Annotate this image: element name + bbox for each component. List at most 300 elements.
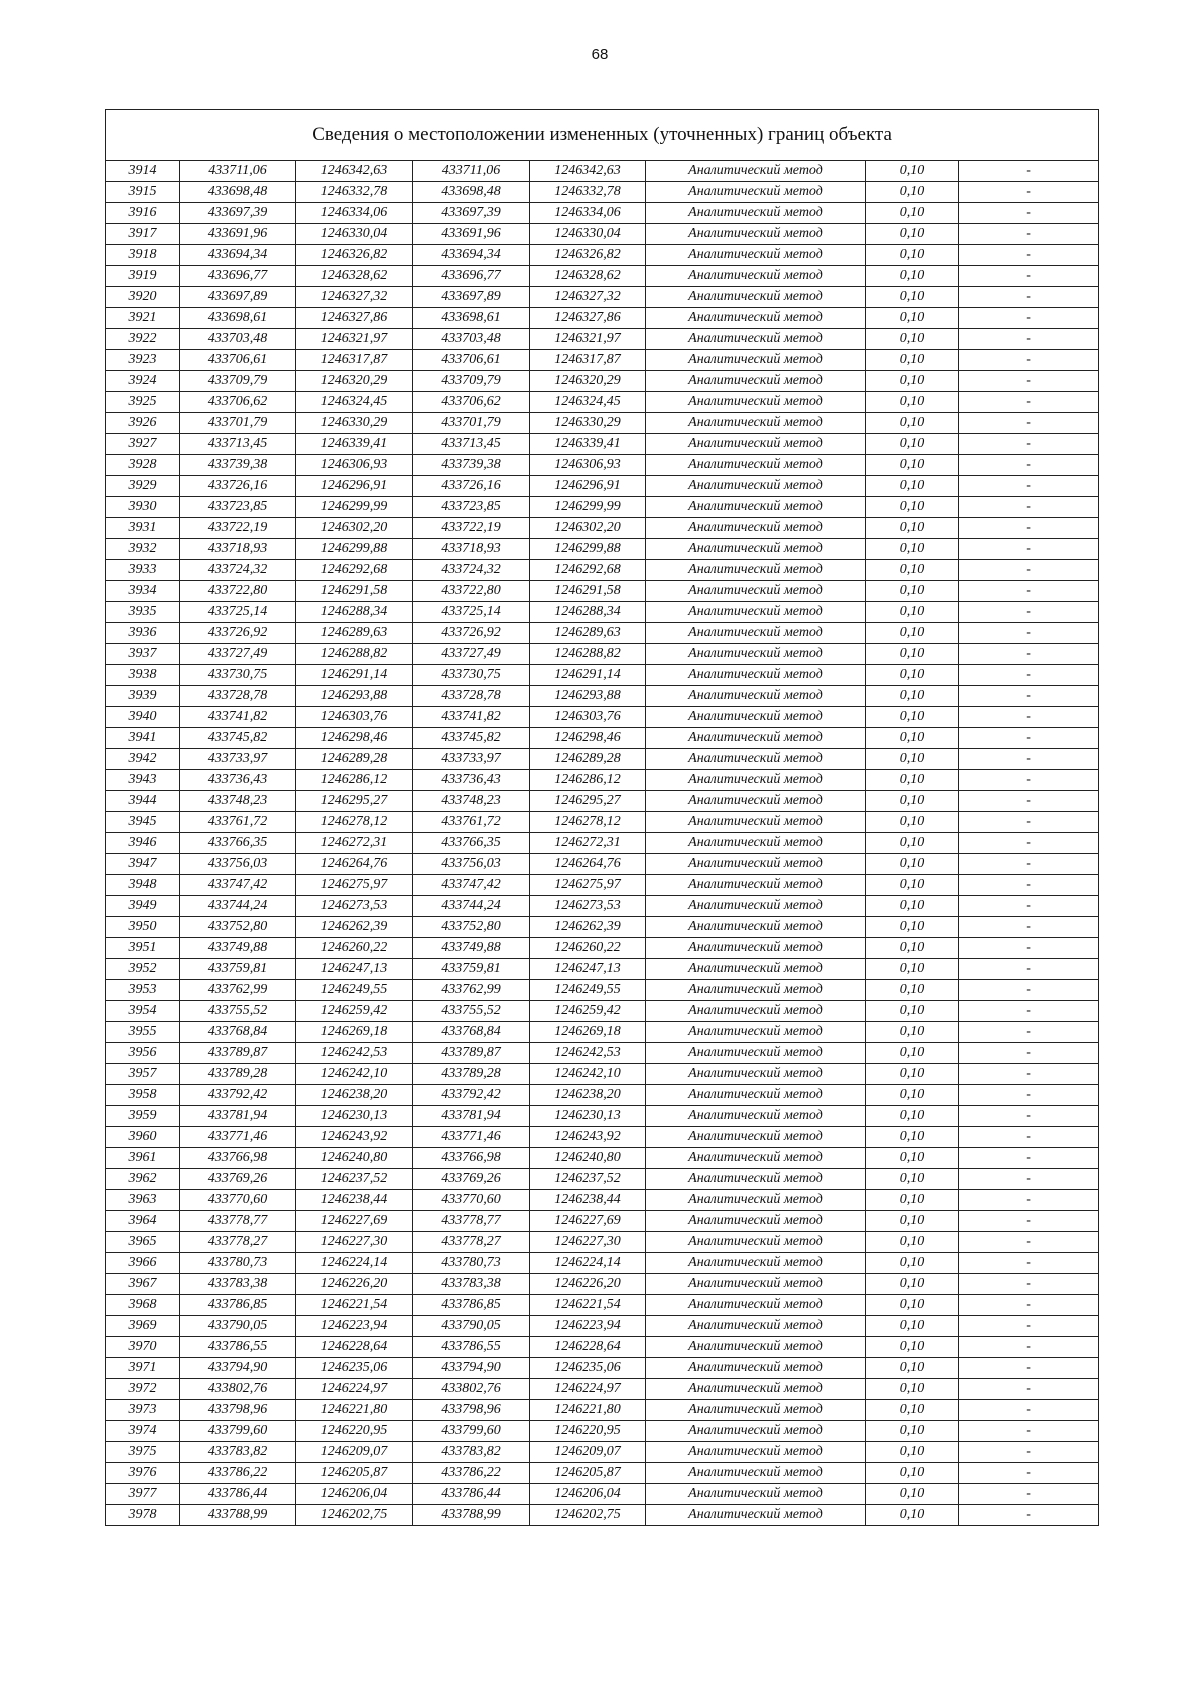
- cell-description: -: [959, 1484, 1099, 1505]
- cell-y-old: 1246342,63: [296, 161, 413, 182]
- cell-point-number: 3961: [106, 1148, 180, 1169]
- table-row: [106, 728, 1099, 749]
- cell-accuracy: 0,10: [866, 1274, 959, 1295]
- cell-y-new: 1246324,45: [530, 392, 646, 413]
- cell-x-old: 433768,84: [180, 1022, 296, 1043]
- cell-method: Аналитический метод: [646, 1442, 866, 1463]
- cell-x-old: 433713,45: [180, 434, 296, 455]
- cell-y-new: 1246291,14: [530, 665, 646, 686]
- cell-x-new: 433706,61: [413, 350, 530, 371]
- cell-x-new: 433739,38: [413, 455, 530, 476]
- cell-accuracy: 0,10: [866, 917, 959, 938]
- cell-description: -: [959, 1379, 1099, 1400]
- cell-y-new: 1246202,75: [530, 1505, 646, 1526]
- cell-point-number: 3933: [106, 560, 180, 581]
- cell-y-old: 1246332,78: [296, 182, 413, 203]
- cell-point-number: 3969: [106, 1316, 180, 1337]
- cell-description: -: [959, 1190, 1099, 1211]
- table-row: [106, 1505, 1099, 1526]
- cell-y-new: 1246205,87: [530, 1463, 646, 1484]
- cell-x-old: 433736,43: [180, 770, 296, 791]
- cell-description: -: [959, 1253, 1099, 1274]
- cell-method: Аналитический метод: [646, 1379, 866, 1400]
- cell-y-old: 1246339,41: [296, 434, 413, 455]
- cell-y-old: 1246327,86: [296, 308, 413, 329]
- cell-y-new: 1246321,97: [530, 329, 646, 350]
- cell-description: -: [959, 1022, 1099, 1043]
- cell-accuracy: 0,10: [866, 686, 959, 707]
- cell-point-number: 3976: [106, 1463, 180, 1484]
- cell-y-old: 1246324,45: [296, 392, 413, 413]
- cell-point-number: 3973: [106, 1400, 180, 1421]
- cell-description: -: [959, 203, 1099, 224]
- cell-method: Аналитический метод: [646, 1463, 866, 1484]
- cell-x-new: 433783,38: [413, 1274, 530, 1295]
- cell-y-old: 1246238,44: [296, 1190, 413, 1211]
- cell-description: -: [959, 665, 1099, 686]
- cell-x-old: 433739,38: [180, 455, 296, 476]
- cell-accuracy: 0,10: [866, 707, 959, 728]
- cell-method: Аналитический метод: [646, 665, 866, 686]
- cell-description: -: [959, 476, 1099, 497]
- cell-point-number: 3936: [106, 623, 180, 644]
- cell-method: Аналитический метод: [646, 1190, 866, 1211]
- cell-x-new: 433752,80: [413, 917, 530, 938]
- cell-description: -: [959, 392, 1099, 413]
- cell-x-new: 433790,05: [413, 1316, 530, 1337]
- cell-point-number: 3919: [106, 266, 180, 287]
- cell-description: -: [959, 539, 1099, 560]
- cell-y-old: 1246224,14: [296, 1253, 413, 1274]
- cell-y-old: 1246228,64: [296, 1337, 413, 1358]
- cell-x-old: 433709,79: [180, 371, 296, 392]
- cell-accuracy: 0,10: [866, 896, 959, 917]
- cell-y-new: 1246320,29: [530, 371, 646, 392]
- cell-y-new: 1246249,55: [530, 980, 646, 1001]
- cell-y-old: 1246226,20: [296, 1274, 413, 1295]
- cell-x-old: 433790,05: [180, 1316, 296, 1337]
- cell-point-number: 3943: [106, 770, 180, 791]
- cell-method: Аналитический метод: [646, 1358, 866, 1379]
- cell-accuracy: 0,10: [866, 1043, 959, 1064]
- cell-accuracy: 0,10: [866, 770, 959, 791]
- cell-point-number: 3948: [106, 875, 180, 896]
- cell-accuracy: 0,10: [866, 791, 959, 812]
- cell-accuracy: 0,10: [866, 1211, 959, 1232]
- cell-point-number: 3923: [106, 350, 180, 371]
- cell-x-new: 433756,03: [413, 854, 530, 875]
- cell-description: -: [959, 959, 1099, 980]
- cell-y-old: 1246202,75: [296, 1505, 413, 1526]
- table-row: [106, 896, 1099, 917]
- table-row: [106, 980, 1099, 1001]
- cell-method: Аналитический метод: [646, 371, 866, 392]
- cell-y-new: 1246269,18: [530, 1022, 646, 1043]
- cell-y-new: 1246330,04: [530, 224, 646, 245]
- cell-accuracy: 0,10: [866, 182, 959, 203]
- cell-x-old: 433756,03: [180, 854, 296, 875]
- cell-y-new: 1246262,39: [530, 917, 646, 938]
- cell-method: Аналитический метод: [646, 896, 866, 917]
- cell-x-old: 433733,97: [180, 749, 296, 770]
- cell-method: Аналитический метод: [646, 833, 866, 854]
- cell-description: -: [959, 770, 1099, 791]
- cell-point-number: 3922: [106, 329, 180, 350]
- cell-method: Аналитический метод: [646, 749, 866, 770]
- table-row: [106, 959, 1099, 980]
- cell-x-new: 433691,96: [413, 224, 530, 245]
- cell-point-number: 3962: [106, 1169, 180, 1190]
- cell-accuracy: 0,10: [866, 1127, 959, 1148]
- cell-accuracy: 0,10: [866, 1442, 959, 1463]
- cell-x-new: 433755,52: [413, 1001, 530, 1022]
- table-row: [106, 938, 1099, 959]
- cell-x-new: 433786,44: [413, 1484, 530, 1505]
- cell-x-old: 433745,82: [180, 728, 296, 749]
- cell-x-old: 433786,55: [180, 1337, 296, 1358]
- cell-x-old: 433759,81: [180, 959, 296, 980]
- table-row: [106, 1421, 1099, 1442]
- table-row: [106, 1211, 1099, 1232]
- cell-y-old: 1246242,10: [296, 1064, 413, 1085]
- table-row: [106, 917, 1099, 938]
- cell-x-new: 433730,75: [413, 665, 530, 686]
- table-row: [106, 623, 1099, 644]
- cell-method: Аналитический метод: [646, 1274, 866, 1295]
- cell-y-new: 1246242,10: [530, 1064, 646, 1085]
- cell-accuracy: 0,10: [866, 581, 959, 602]
- cell-y-old: 1246227,69: [296, 1211, 413, 1232]
- cell-method: Аналитический метод: [646, 350, 866, 371]
- cell-x-old: 433727,49: [180, 644, 296, 665]
- table-row: [106, 1463, 1099, 1484]
- table-row: [106, 371, 1099, 392]
- table-row: [106, 1022, 1099, 1043]
- cell-description: -: [959, 1463, 1099, 1484]
- cell-accuracy: 0,10: [866, 350, 959, 371]
- cell-y-old: 1246237,52: [296, 1169, 413, 1190]
- cell-description: -: [959, 560, 1099, 581]
- cell-y-new: 1246330,29: [530, 413, 646, 434]
- cell-method: Аналитический метод: [646, 1148, 866, 1169]
- cell-y-new: 1246247,13: [530, 959, 646, 980]
- cell-description: -: [959, 1211, 1099, 1232]
- cell-y-old: 1246272,31: [296, 833, 413, 854]
- cell-y-new: 1246295,27: [530, 791, 646, 812]
- table-row: [106, 833, 1099, 854]
- cell-y-new: 1246238,20: [530, 1085, 646, 1106]
- cell-method: Аналитический метод: [646, 476, 866, 497]
- cell-y-new: 1246275,97: [530, 875, 646, 896]
- cell-x-new: 433781,94: [413, 1106, 530, 1127]
- cell-y-old: 1246273,53: [296, 896, 413, 917]
- cell-method: Аналитический метод: [646, 1421, 866, 1442]
- cell-x-old: 433747,42: [180, 875, 296, 896]
- cell-point-number: 3932: [106, 539, 180, 560]
- cell-accuracy: 0,10: [866, 1232, 959, 1253]
- cell-x-old: 433789,87: [180, 1043, 296, 1064]
- table-row: [106, 707, 1099, 728]
- cell-method: Аналитический метод: [646, 1064, 866, 1085]
- cell-x-old: 433781,94: [180, 1106, 296, 1127]
- cell-y-new: 1246235,06: [530, 1358, 646, 1379]
- cell-description: -: [959, 287, 1099, 308]
- cell-description: -: [959, 623, 1099, 644]
- cell-x-new: 433726,16: [413, 476, 530, 497]
- cell-y-old: 1246262,39: [296, 917, 413, 938]
- cell-description: -: [959, 1043, 1099, 1064]
- cell-y-new: 1246273,53: [530, 896, 646, 917]
- cell-description: -: [959, 308, 1099, 329]
- table-row: [106, 791, 1099, 812]
- cell-y-new: 1246221,80: [530, 1400, 646, 1421]
- cell-x-new: 433722,19: [413, 518, 530, 539]
- table-row: [106, 560, 1099, 581]
- cell-point-number: 3965: [106, 1232, 180, 1253]
- cell-y-new: 1246289,28: [530, 749, 646, 770]
- cell-x-old: 433786,44: [180, 1484, 296, 1505]
- cell-description: -: [959, 875, 1099, 896]
- cell-x-old: 433697,89: [180, 287, 296, 308]
- cell-x-new: 433724,32: [413, 560, 530, 581]
- cell-x-new: 433744,24: [413, 896, 530, 917]
- cell-description: -: [959, 1232, 1099, 1253]
- cell-y-new: 1246292,68: [530, 560, 646, 581]
- cell-point-number: 3924: [106, 371, 180, 392]
- cell-x-new: 433698,61: [413, 308, 530, 329]
- cell-point-number: 3946: [106, 833, 180, 854]
- cell-x-new: 433709,79: [413, 371, 530, 392]
- table-row: [106, 1043, 1099, 1064]
- cell-y-new: 1246303,76: [530, 707, 646, 728]
- cell-point-number: 3974: [106, 1421, 180, 1442]
- cell-x-old: 433780,73: [180, 1253, 296, 1274]
- cell-y-old: 1246296,91: [296, 476, 413, 497]
- cell-y-old: 1246289,63: [296, 623, 413, 644]
- cell-accuracy: 0,10: [866, 287, 959, 308]
- cell-y-old: 1246264,76: [296, 854, 413, 875]
- cell-x-new: 433788,99: [413, 1505, 530, 1526]
- table-row: [106, 581, 1099, 602]
- cell-x-new: 433727,49: [413, 644, 530, 665]
- cell-description: -: [959, 791, 1099, 812]
- cell-point-number: 3917: [106, 224, 180, 245]
- cell-accuracy: 0,10: [866, 833, 959, 854]
- table-row: [106, 1253, 1099, 1274]
- cell-method: Аналитический метод: [646, 203, 866, 224]
- cell-accuracy: 0,10: [866, 644, 959, 665]
- cell-x-old: 433770,60: [180, 1190, 296, 1211]
- cell-point-number: 3972: [106, 1379, 180, 1400]
- cell-point-number: 3925: [106, 392, 180, 413]
- cell-point-number: 3960: [106, 1127, 180, 1148]
- cell-y-new: 1246299,99: [530, 497, 646, 518]
- cell-method: Аналитический метод: [646, 623, 866, 644]
- cell-accuracy: 0,10: [866, 1484, 959, 1505]
- table-row: [106, 665, 1099, 686]
- table-row: [106, 1484, 1099, 1505]
- cell-x-new: 433786,85: [413, 1295, 530, 1316]
- cell-description: -: [959, 455, 1099, 476]
- table-row: [106, 182, 1099, 203]
- cell-method: Аналитический метод: [646, 1232, 866, 1253]
- table-row: [106, 1358, 1099, 1379]
- cell-accuracy: 0,10: [866, 245, 959, 266]
- cell-y-new: 1246327,86: [530, 308, 646, 329]
- cell-method: Аналитический метод: [646, 980, 866, 1001]
- cell-method: Аналитический метод: [646, 707, 866, 728]
- cell-x-new: 433726,92: [413, 623, 530, 644]
- cell-method: Аналитический метод: [646, 161, 866, 182]
- cell-description: -: [959, 749, 1099, 770]
- cell-accuracy: 0,10: [866, 371, 959, 392]
- cell-description: -: [959, 434, 1099, 455]
- cell-point-number: 3920: [106, 287, 180, 308]
- cell-x-old: 433706,62: [180, 392, 296, 413]
- cell-description: -: [959, 350, 1099, 371]
- cell-point-number: 3940: [106, 707, 180, 728]
- cell-y-new: 1246220,95: [530, 1421, 646, 1442]
- cell-y-new: 1246289,63: [530, 623, 646, 644]
- cell-x-new: 433778,77: [413, 1211, 530, 1232]
- cell-point-number: 3949: [106, 896, 180, 917]
- cell-method: Аналитический метод: [646, 413, 866, 434]
- cell-x-new: 433728,78: [413, 686, 530, 707]
- cell-point-number: 3918: [106, 245, 180, 266]
- cell-x-new: 433794,90: [413, 1358, 530, 1379]
- cell-point-number: 3916: [106, 203, 180, 224]
- cell-x-new: 433768,84: [413, 1022, 530, 1043]
- cell-point-number: 3954: [106, 1001, 180, 1022]
- table-row: [106, 749, 1099, 770]
- cell-method: Аналитический метод: [646, 875, 866, 896]
- cell-y-new: 1246242,53: [530, 1043, 646, 1064]
- cell-y-old: 1246291,14: [296, 665, 413, 686]
- table-row: [106, 644, 1099, 665]
- cell-point-number: 3921: [106, 308, 180, 329]
- cell-method: Аналитический метод: [646, 644, 866, 665]
- cell-x-old: 433711,06: [180, 161, 296, 182]
- cell-y-new: 1246334,06: [530, 203, 646, 224]
- cell-accuracy: 0,10: [866, 1190, 959, 1211]
- cell-method: Аналитический метод: [646, 392, 866, 413]
- cell-x-old: 433794,90: [180, 1358, 296, 1379]
- table-row: [106, 1274, 1099, 1295]
- cell-y-new: 1246243,92: [530, 1127, 646, 1148]
- cell-accuracy: 0,10: [866, 1463, 959, 1484]
- cell-y-new: 1246223,94: [530, 1316, 646, 1337]
- cell-x-old: 433778,77: [180, 1211, 296, 1232]
- cell-y-new: 1246230,13: [530, 1106, 646, 1127]
- table-row: [106, 287, 1099, 308]
- cell-y-old: 1246221,80: [296, 1400, 413, 1421]
- cell-x-old: 433771,46: [180, 1127, 296, 1148]
- cell-description: -: [959, 245, 1099, 266]
- table-row: [106, 539, 1099, 560]
- cell-y-old: 1246235,06: [296, 1358, 413, 1379]
- cell-x-old: 433766,98: [180, 1148, 296, 1169]
- cell-accuracy: 0,10: [866, 1022, 959, 1043]
- cell-point-number: 3929: [106, 476, 180, 497]
- cell-y-old: 1246247,13: [296, 959, 413, 980]
- cell-method: Аналитический метод: [646, 287, 866, 308]
- cell-y-old: 1246223,94: [296, 1316, 413, 1337]
- cell-accuracy: 0,10: [866, 1316, 959, 1337]
- cell-method: Аналитический метод: [646, 812, 866, 833]
- cell-accuracy: 0,10: [866, 1064, 959, 1085]
- cell-x-new: 433761,72: [413, 812, 530, 833]
- cell-method: Аналитический метод: [646, 686, 866, 707]
- cell-method: Аналитический метод: [646, 497, 866, 518]
- cell-description: -: [959, 833, 1099, 854]
- cell-accuracy: 0,10: [866, 161, 959, 182]
- cell-y-old: 1246292,68: [296, 560, 413, 581]
- cell-x-new: 433789,87: [413, 1043, 530, 1064]
- cell-accuracy: 0,10: [866, 308, 959, 329]
- cell-accuracy: 0,10: [866, 665, 959, 686]
- cell-x-old: 433792,42: [180, 1085, 296, 1106]
- cell-x-new: 433769,26: [413, 1169, 530, 1190]
- table-row: [106, 497, 1099, 518]
- table-title: Сведения о местоположении измененных (уточненных) границ объекта: [106, 110, 1099, 161]
- cell-x-old: 433744,24: [180, 896, 296, 917]
- cell-y-old: 1246238,20: [296, 1085, 413, 1106]
- cell-y-new: 1246306,93: [530, 455, 646, 476]
- table-row: [106, 1400, 1099, 1421]
- cell-x-new: 433747,42: [413, 875, 530, 896]
- cell-y-old: 1246293,88: [296, 686, 413, 707]
- cell-description: -: [959, 917, 1099, 938]
- cell-accuracy: 0,10: [866, 476, 959, 497]
- cell-method: Аналитический метод: [646, 1400, 866, 1421]
- cell-x-old: 433697,39: [180, 203, 296, 224]
- cell-x-old: 433703,48: [180, 329, 296, 350]
- table-row: [106, 224, 1099, 245]
- cell-description: -: [959, 1148, 1099, 1169]
- cell-y-old: 1246230,13: [296, 1106, 413, 1127]
- cell-point-number: 3915: [106, 182, 180, 203]
- cell-y-old: 1246306,93: [296, 455, 413, 476]
- table-row: [106, 266, 1099, 287]
- cell-method: Аналитический метод: [646, 1085, 866, 1106]
- cell-accuracy: 0,10: [866, 749, 959, 770]
- cell-y-new: 1246302,20: [530, 518, 646, 539]
- cell-description: -: [959, 1127, 1099, 1148]
- cell-y-new: 1246298,46: [530, 728, 646, 749]
- cell-description: -: [959, 812, 1099, 833]
- cell-y-old: 1246249,55: [296, 980, 413, 1001]
- cell-y-old: 1246289,28: [296, 749, 413, 770]
- cell-y-new: 1246293,88: [530, 686, 646, 707]
- cell-y-old: 1246291,58: [296, 581, 413, 602]
- table-row: [106, 1295, 1099, 1316]
- cell-accuracy: 0,10: [866, 812, 959, 833]
- cell-point-number: 3963: [106, 1190, 180, 1211]
- cell-point-number: 3959: [106, 1106, 180, 1127]
- cell-y-new: 1246296,91: [530, 476, 646, 497]
- cell-y-old: 1246317,87: [296, 350, 413, 371]
- cell-y-new: 1246288,34: [530, 602, 646, 623]
- cell-y-old: 1246330,04: [296, 224, 413, 245]
- cell-y-new: 1246327,32: [530, 287, 646, 308]
- cell-y-new: 1246206,04: [530, 1484, 646, 1505]
- cell-accuracy: 0,10: [866, 980, 959, 1001]
- table-row: [106, 1085, 1099, 1106]
- cell-x-new: 433771,46: [413, 1127, 530, 1148]
- cell-x-old: 433730,75: [180, 665, 296, 686]
- cell-point-number: 3975: [106, 1442, 180, 1463]
- cell-x-old: 433786,22: [180, 1463, 296, 1484]
